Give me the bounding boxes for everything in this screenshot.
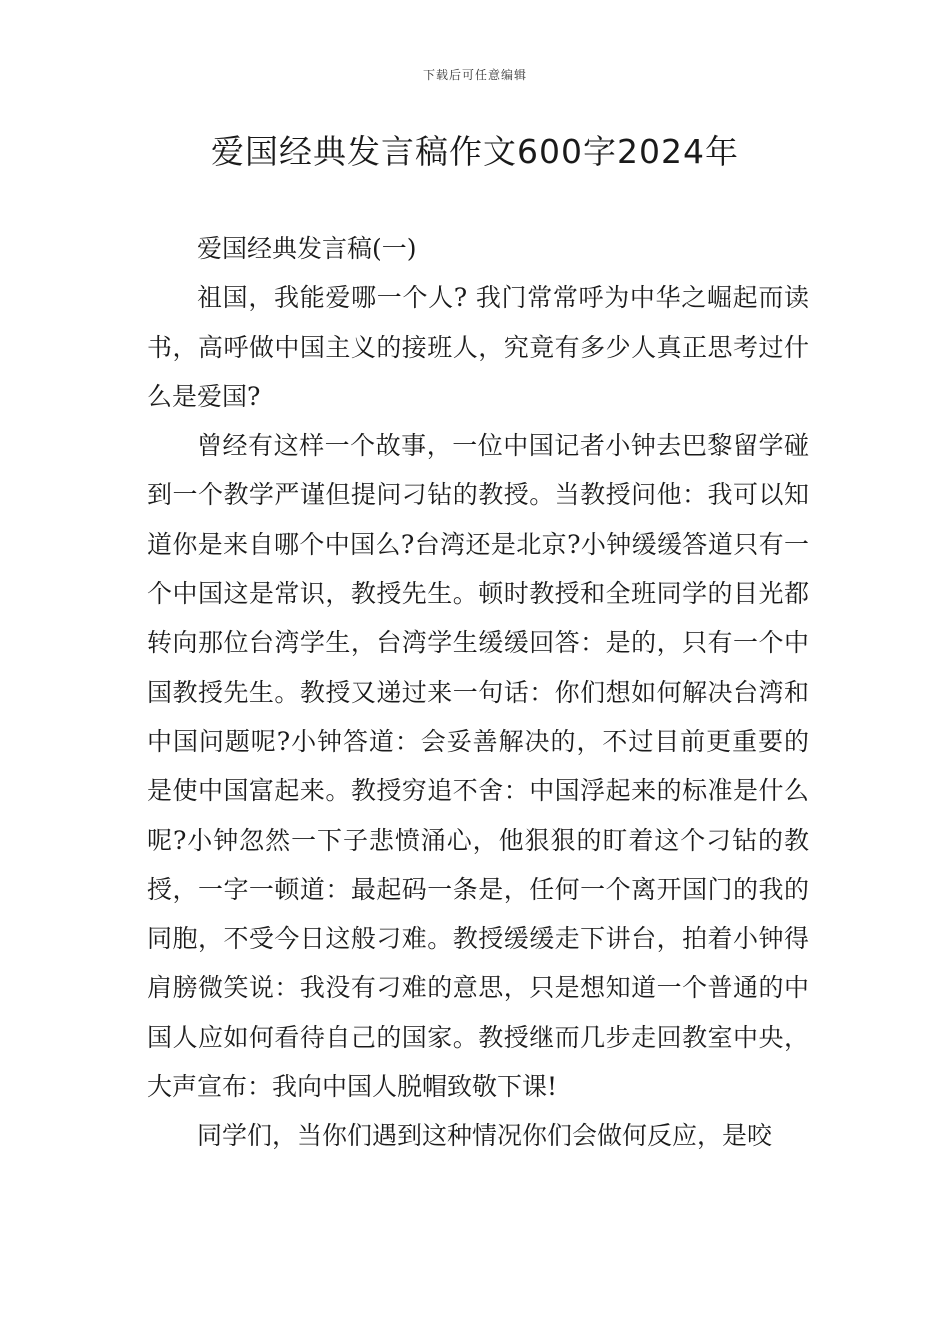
paragraph: 同学们，当你们遇到这种情况你们会做何反应，是咬: [197, 1121, 773, 1151]
paragraph: 曾经有这样一个故事，一位中国记者小钟去巴黎留学碰到一个教学严谨但提问刁钻的教授。当教授问他：我可以知道你是来自哪个中国么?台湾还是北京?小钟缓缓答道只有一个中国这是常识，教授先生。顿时教授和全班同学的目光都转向那位台湾学生，台湾学生缓缓回答：是的，只有一个中国教授先生。教授又递过来一句话：你们想如何解决台湾和中国问题呢?小钟答道：会妥善解决的，不过目前更重要的是使中国富起来。教授穷追不舍：中国浮起来的标准是什么呢?小钟忽然一下子悲愤涌心，他狠狠的盯着这个刁钻的教授，一字一顿道：最起码一条是，任何一个离开国门的我的同胞，不受今日这般刁难。教授缓缓走下讲台，拍着小钟得肩膀微笑说：我没有刁难的意思，只是想知道一个普通的中国人应如何看待自己的国家。教授继而几步走回教室中央，大声宣布：我向中国人脱帽致敬下课!: [147, 431, 809, 1102]
paragraph: 祖国，我能爱哪一个人? 我门常常呼为中华之崛起而读书，高呼做中国主义的接班人，究竟有多少人真正思考过什么是爱国?: [147, 283, 809, 411]
document-title: 爱国经典发言稿作文600字2024年: [211, 132, 739, 171]
header-note: 下载后可任意编辑: [422, 68, 527, 82]
document-body: [147, 224, 809, 1161]
section-heading: 爱国经典发言稿(一): [197, 234, 417, 263]
